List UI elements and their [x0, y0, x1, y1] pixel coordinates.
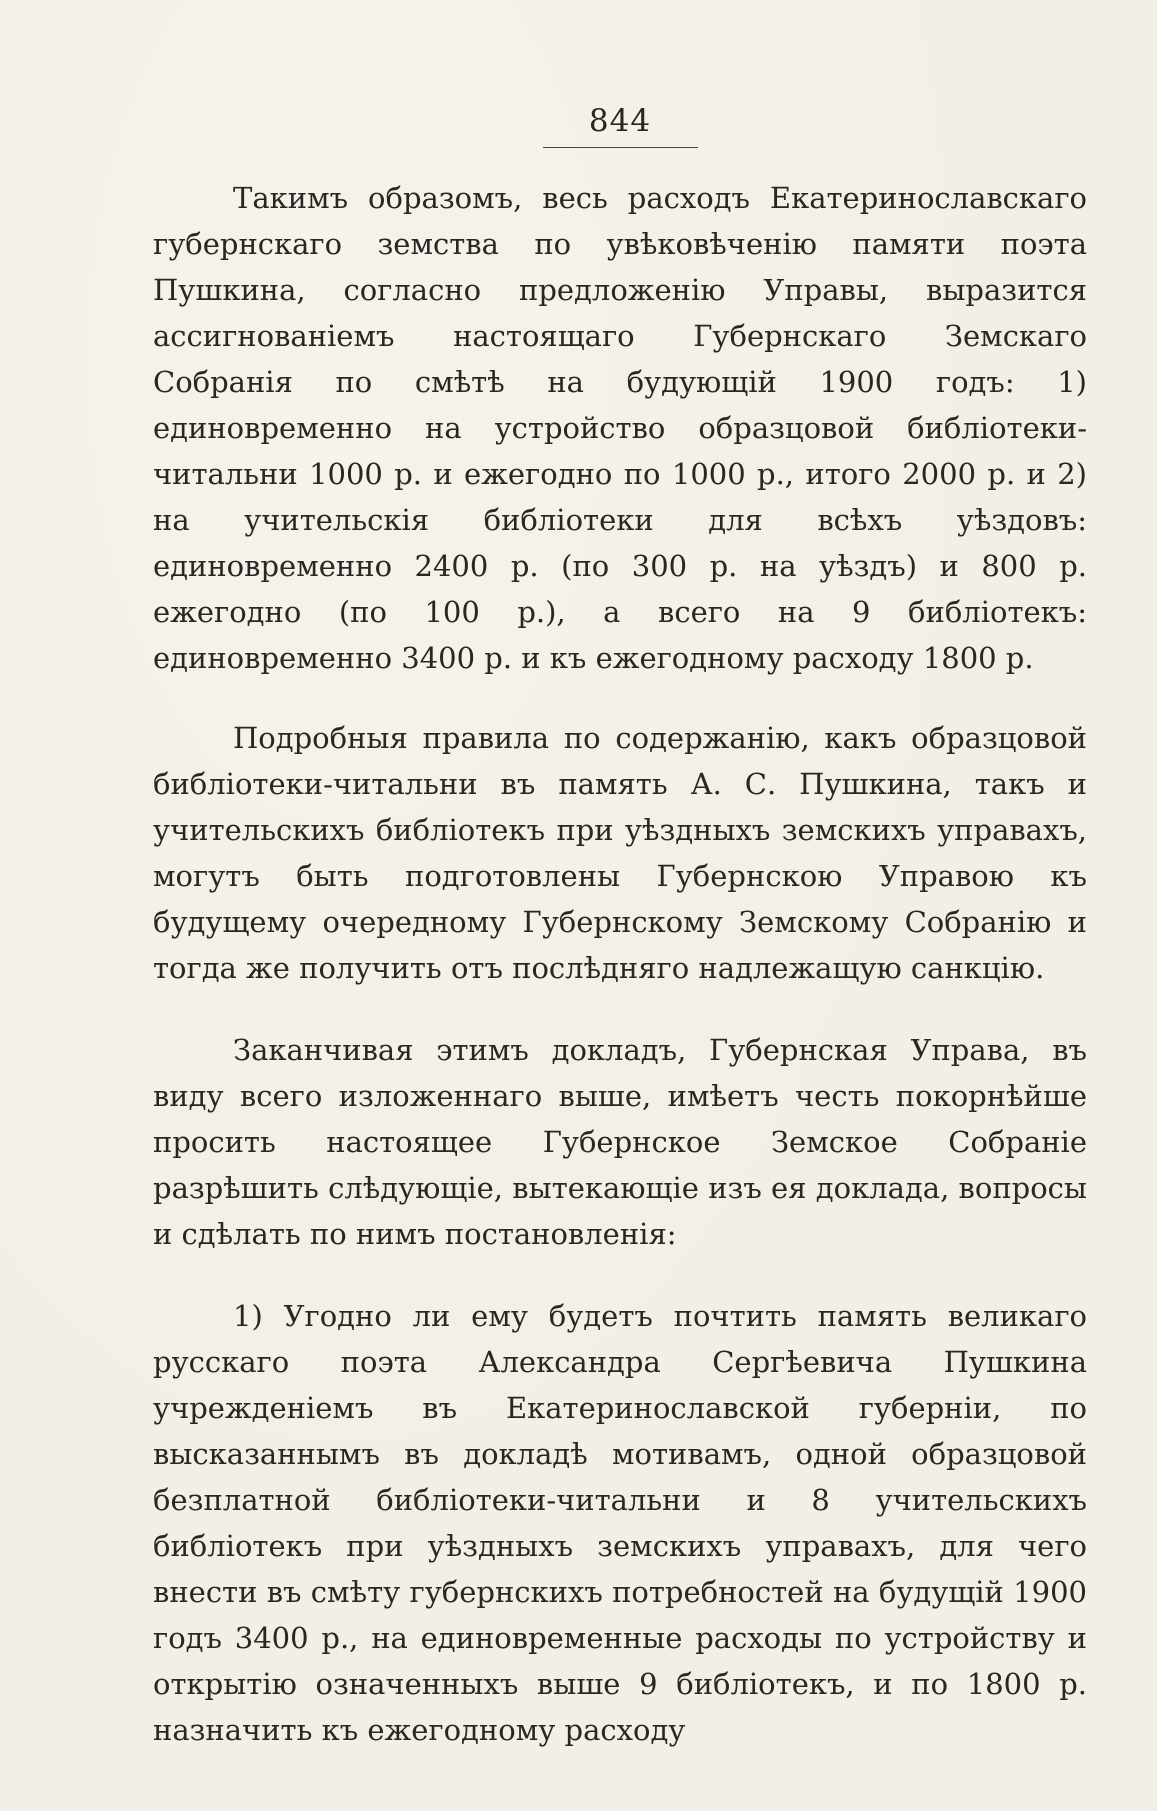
paragraph-library-rules: Подробныя правила по содержанію, какъ образцовой библіотеки-читальни въ память А. С. Пушкина, такъ и учительскихъ библіотекъ при уѣздныхъ земскихъ управахъ, могутъ быть подготовлены Губернскою Управою къ будущему очередному Губернскому Земскому Собранію и тогда же получить отъ послѣдняго надлежащую санкцію.	[153, 721, 1087, 985]
page-number: 844	[588, 103, 652, 139]
paragraph-question-1: 1) Угодно ли ему будетъ почтить память великаго русскаго поэта Александра Сергѣевича Пушкина учрежденіемъ въ Екатеринославской губерніи, по высказаннымъ въ докладѣ мотивамъ, одной образцовой безплатной библіотеки-читальни и 8 учительскихъ библіотекъ при уѣздныхъ земскихъ управахъ, для чего внести въ смѣту губернскихъ потребностей на будущій 1900 годъ 3400 р., на единовременные расходы по устройству и открытію означенныхъ выше 9 библіотекъ, и по 1800 р. назначить къ ежегодному расходу	[153, 1299, 1087, 1747]
paragraph-conclusion: Заканчивая этимъ докладъ, Губернская Управа, въ виду всего изложеннаго выше, имѣетъ честь покорнѣйше просить настоящее Губернское Земское Собраніе разрѣшить слѣдующіе, вытекающіе изъ ея доклада, вопросы и сдѣлать по нимъ постановленія:	[153, 1033, 1087, 1251]
header-rule	[543, 147, 698, 148]
body-text	[153, 175, 1087, 1753]
paragraph-expenses-summary: Такимъ образомъ, весь расходъ Екатеринославскаго губернскаго земства по увѣковѣченію памяти поэта Пушкина, согласно предложенію Управы, выразится ассигнованіемъ настоящаго Губернскаго Земскаго Собранія по смѣтѣ на будующій 1900 годъ: 1) единовременно на устройство образцовой библіотеки-читальни 1000 р. и ежегодно по 1000 р., итого 2000 р. и 2) на учительскія библіотеки для всѣхъ уѣздовъ: единовременно 2400 р. (по 300 р. на уѣздъ) и 800 р. ежегодно (по 100 р.), а всего на 9 библіотекъ: единовременно 3400 р. и къ ежегодному расходу 1800 р.	[153, 181, 1087, 675]
